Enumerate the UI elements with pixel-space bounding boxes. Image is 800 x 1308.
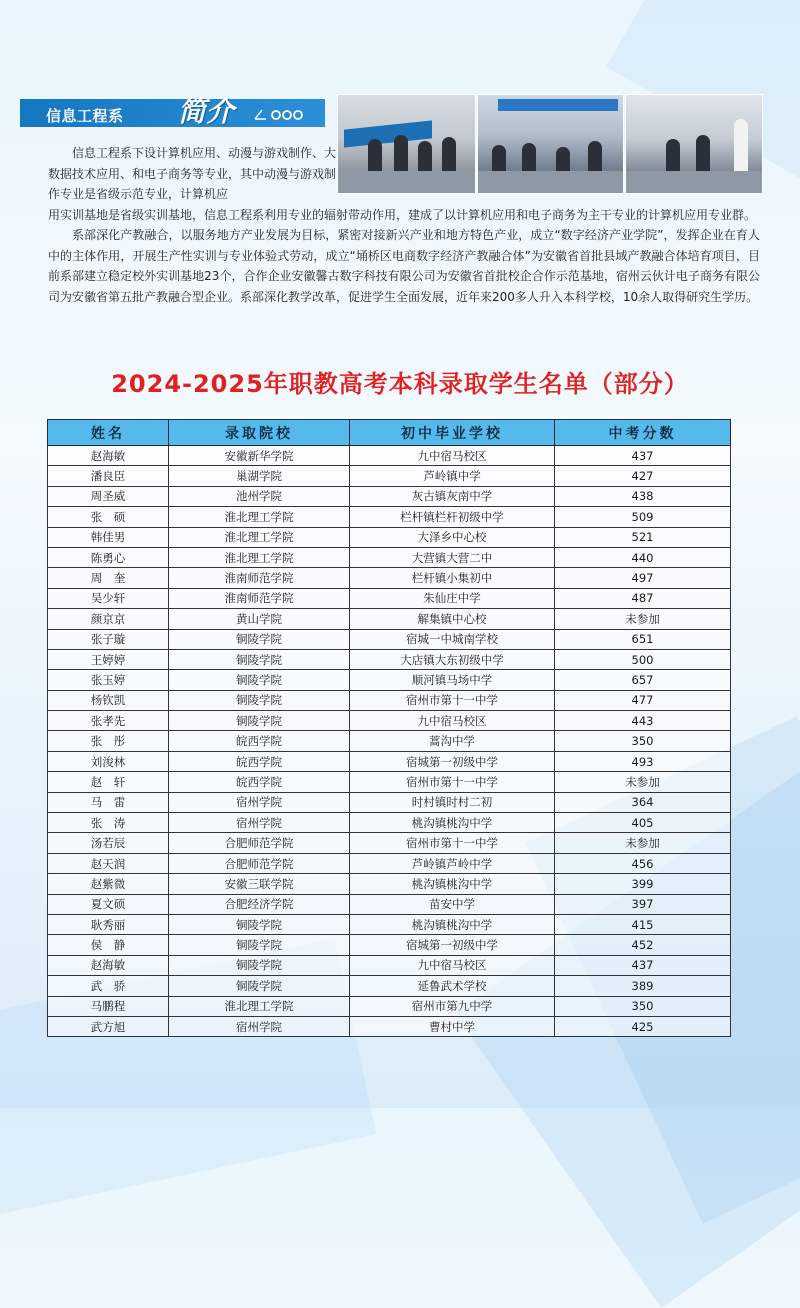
cell-university: 铜陵学院 bbox=[169, 914, 350, 934]
cell-exam-score: 389 bbox=[555, 976, 731, 996]
cell-university: 合肥经济学院 bbox=[169, 894, 350, 914]
table-row bbox=[48, 792, 731, 812]
cell-name: 赵海敏 bbox=[48, 446, 169, 466]
cell-university: 安徽三联学院 bbox=[169, 874, 350, 894]
cell-name: 马 雷 bbox=[48, 792, 169, 812]
table-row bbox=[48, 547, 731, 567]
cell-name: 王婷婷 bbox=[48, 649, 169, 669]
table-row bbox=[48, 466, 731, 486]
cell-exam-score: 399 bbox=[555, 874, 731, 894]
header-middle-school: 初中毕业学校 bbox=[350, 420, 555, 446]
cell-name: 周 奎 bbox=[48, 568, 169, 588]
cell-university: 合肥师范学院 bbox=[169, 833, 350, 853]
table-row bbox=[48, 588, 731, 608]
cell-exam-score: 397 bbox=[555, 894, 731, 914]
cell-middle-school: 解集镇中心校 bbox=[350, 609, 555, 629]
cell-exam-score: 437 bbox=[555, 955, 731, 975]
table-row bbox=[48, 649, 731, 669]
cell-university: 皖西学院 bbox=[169, 772, 350, 792]
cell-exam-score: 350 bbox=[555, 731, 731, 751]
cell-middle-school: 九中宿马校区 bbox=[350, 955, 555, 975]
cell-middle-school: 时村镇时村二初 bbox=[350, 792, 555, 812]
cell-exam-score: 440 bbox=[555, 547, 731, 567]
table-row bbox=[48, 446, 731, 466]
cell-exam-score: 425 bbox=[555, 1016, 731, 1036]
table-row bbox=[48, 527, 731, 547]
cell-name: 周圣威 bbox=[48, 486, 169, 506]
cell-name: 耿秀丽 bbox=[48, 914, 169, 934]
table-row bbox=[48, 609, 731, 629]
cell-middle-school: 桃沟镇桃沟中学 bbox=[350, 914, 555, 934]
table-row bbox=[48, 507, 731, 527]
table-row bbox=[48, 976, 731, 996]
cell-name: 赵海敏 bbox=[48, 955, 169, 975]
cell-university: 淮南师范学院 bbox=[169, 588, 350, 608]
cell-name: 韩佳男 bbox=[48, 527, 169, 547]
cell-name: 张子璇 bbox=[48, 629, 169, 649]
cell-exam-score: 405 bbox=[555, 813, 731, 833]
cell-university: 宿州学院 bbox=[169, 813, 350, 833]
cell-middle-school: 宿城第一初级中学 bbox=[350, 751, 555, 771]
cell-exam-score: 651 bbox=[555, 629, 731, 649]
cell-name: 汤若辰 bbox=[48, 833, 169, 853]
cell-exam-score: 657 bbox=[555, 670, 731, 690]
cell-exam-score: 未参加 bbox=[555, 833, 731, 853]
cell-middle-school: 宿城第一初级中学 bbox=[350, 935, 555, 955]
cell-university: 铜陵学院 bbox=[169, 629, 350, 649]
cell-name: 侯 静 bbox=[48, 935, 169, 955]
cell-name: 颜京京 bbox=[48, 609, 169, 629]
cell-name: 刘浚林 bbox=[48, 751, 169, 771]
cell-university: 黄山学院 bbox=[169, 609, 350, 629]
section-header bbox=[20, 96, 325, 130]
cell-name: 杨钦凯 bbox=[48, 690, 169, 710]
cell-university: 铜陵学院 bbox=[169, 670, 350, 690]
table-row bbox=[48, 955, 731, 975]
cell-name: 张 硕 bbox=[48, 507, 169, 527]
cell-middle-school: 宿州市第十一中学 bbox=[350, 772, 555, 792]
cell-exam-score: 500 bbox=[555, 649, 731, 669]
admission-table bbox=[47, 419, 731, 1037]
cell-name: 陈勇心 bbox=[48, 547, 169, 567]
cell-name: 赵天润 bbox=[48, 853, 169, 873]
cell-name: 吴少轩 bbox=[48, 588, 169, 608]
cell-middle-school: 芦岭镇中学 bbox=[350, 466, 555, 486]
cell-name: 夏文硕 bbox=[48, 894, 169, 914]
cell-middle-school: 宿州市第九中学 bbox=[350, 996, 555, 1016]
table-row bbox=[48, 874, 731, 894]
cell-middle-school: 宿州市第十一中学 bbox=[350, 690, 555, 710]
cell-name: 张孝先 bbox=[48, 711, 169, 731]
cell-middle-school: 曹村中学 bbox=[350, 1016, 555, 1036]
cell-university: 铜陵学院 bbox=[169, 711, 350, 731]
cell-exam-score: 427 bbox=[555, 466, 731, 486]
table-row bbox=[48, 568, 731, 588]
table-row bbox=[48, 853, 731, 873]
cell-middle-school: 灰古镇灰南中学 bbox=[350, 486, 555, 506]
table-row bbox=[48, 751, 731, 771]
cell-middle-school: 芦岭镇芦岭中学 bbox=[350, 853, 555, 873]
cell-university: 皖西学院 bbox=[169, 731, 350, 751]
cell-university: 铜陵学院 bbox=[169, 649, 350, 669]
cell-exam-score: 521 bbox=[555, 527, 731, 547]
table-row bbox=[48, 996, 731, 1016]
cell-exam-score: 456 bbox=[555, 853, 731, 873]
cell-university: 淮北理工学院 bbox=[169, 996, 350, 1016]
section-title: 信息工程系 bbox=[46, 107, 124, 125]
list-title: 2024-2025年职教高考本科录取学生名单（部分） bbox=[111, 370, 689, 398]
cell-exam-score: 497 bbox=[555, 568, 731, 588]
cell-middle-school: 宿州市第十一中学 bbox=[350, 833, 555, 853]
cell-exam-score: 493 bbox=[555, 751, 731, 771]
cell-university: 皖西学院 bbox=[169, 751, 350, 771]
intro-paragraph-1-continued: 用实训基地是省级实训基地，信息工程系利用专业的辐射带动作用，建成了以计算机应用和电子商务为主干专业的计算机应用专业群。 bbox=[48, 207, 757, 222]
header-exam-score: 中考分数 bbox=[555, 420, 731, 446]
cell-university: 宿州学院 bbox=[169, 792, 350, 812]
cell-university: 淮北理工学院 bbox=[169, 547, 350, 567]
table-row bbox=[48, 670, 731, 690]
decorative-circles-icon bbox=[254, 108, 308, 120]
table-body bbox=[48, 446, 731, 1037]
cell-university: 宿州学院 bbox=[169, 1016, 350, 1036]
cell-name: 张 涛 bbox=[48, 813, 169, 833]
cell-exam-score: 509 bbox=[555, 507, 731, 527]
section-subtitle: 简介 bbox=[178, 95, 235, 128]
cell-university: 淮南师范学院 bbox=[169, 568, 350, 588]
cell-middle-school: 宿城一中城南学校 bbox=[350, 629, 555, 649]
table-row bbox=[48, 711, 731, 731]
cell-middle-school: 桃沟镇桃沟中学 bbox=[350, 813, 555, 833]
cell-university: 铜陵学院 bbox=[169, 955, 350, 975]
table-row bbox=[48, 813, 731, 833]
cell-university: 淮北理工学院 bbox=[169, 507, 350, 527]
table-row bbox=[48, 935, 731, 955]
table-row bbox=[48, 1016, 731, 1036]
cell-university: 铜陵学院 bbox=[169, 690, 350, 710]
table-row bbox=[48, 772, 731, 792]
cell-middle-school: 大营镇大营二中 bbox=[350, 547, 555, 567]
cell-middle-school: 朱仙庄中学 bbox=[350, 588, 555, 608]
cell-university: 安徽新华学院 bbox=[169, 446, 350, 466]
table-header-row bbox=[48, 420, 731, 446]
cell-university: 淮北理工学院 bbox=[169, 527, 350, 547]
cell-middle-school: 蒿沟中学 bbox=[350, 731, 555, 751]
table-row bbox=[48, 690, 731, 710]
cell-name: 张 彤 bbox=[48, 731, 169, 751]
cell-middle-school: 大泽乡中心校 bbox=[350, 527, 555, 547]
cell-middle-school: 栏杆镇栏杆初级中学 bbox=[350, 507, 555, 527]
intro-paragraph-1: 信息工程系下设计算机应用、动漫与游戏制作、大数据技术应用、和电子商务等专业，其中动漫与游戏制作专业是省级示范专业，计算机应 bbox=[48, 146, 337, 201]
cell-university: 巢湖学院 bbox=[169, 466, 350, 486]
cell-exam-score: 350 bbox=[555, 996, 731, 1016]
cell-university: 池州学院 bbox=[169, 486, 350, 506]
table-row bbox=[48, 833, 731, 853]
cell-middle-school: 九中宿马校区 bbox=[350, 711, 555, 731]
cell-name: 武方旭 bbox=[48, 1016, 169, 1036]
cell-name: 张玉婷 bbox=[48, 670, 169, 690]
cell-middle-school: 栏杆镇小集初中 bbox=[350, 568, 555, 588]
cell-exam-score: 452 bbox=[555, 935, 731, 955]
intro-paragraph-2: 系部深化产教融合，以服务地方产业发展为目标，紧密对接新兴产业和地方特色产业，成立“数字经济产业学院”，发挥企业在育人中的主体作用，开展生产性实训与专业体验式劳动，成立“埇桥区电商数字经济产教融合体”为安徽省首批县域产教融合体培育项目，目前系部建立稳定校外实训基地23个，合作企业安徽馨古数字科技有限公司为安徽省首批校企合作示范基地，宿州云伙计电子商务有限公司为安徽省第五批产教融合型企业。系部深化教学改革，促进学生全面发展，近年来200多人升入本科学校，10余人取得研究生学历。 bbox=[48, 228, 760, 304]
cell-university: 铜陵学院 bbox=[169, 935, 350, 955]
cell-exam-score: 未参加 bbox=[555, 772, 731, 792]
cell-middle-school: 延鲁武术学校 bbox=[350, 976, 555, 996]
cell-name: 武 骄 bbox=[48, 976, 169, 996]
cell-exam-score: 未参加 bbox=[555, 609, 731, 629]
cell-name: 潘良臣 bbox=[48, 466, 169, 486]
cell-university: 铜陵学院 bbox=[169, 976, 350, 996]
cell-name: 赵 轩 bbox=[48, 772, 169, 792]
cell-middle-school: 苗安中学 bbox=[350, 894, 555, 914]
cell-name: 马鹏程 bbox=[48, 996, 169, 1016]
cell-middle-school: 九中宿马校区 bbox=[350, 446, 555, 466]
cell-middle-school: 顺河镇马场中学 bbox=[350, 670, 555, 690]
cell-exam-score: 443 bbox=[555, 711, 731, 731]
cell-name: 赵紫微 bbox=[48, 874, 169, 894]
cell-exam-score: 437 bbox=[555, 446, 731, 466]
table-row bbox=[48, 914, 731, 934]
cell-exam-score: 364 bbox=[555, 792, 731, 812]
header-name: 姓名 bbox=[48, 420, 169, 446]
cell-exam-score: 487 bbox=[555, 588, 731, 608]
table-row bbox=[48, 486, 731, 506]
table-row bbox=[48, 731, 731, 751]
table-row bbox=[48, 894, 731, 914]
header-university: 录取院校 bbox=[169, 420, 350, 446]
cell-exam-score: 477 bbox=[555, 690, 731, 710]
cell-middle-school: 大店镇大东初级中学 bbox=[350, 649, 555, 669]
intro-text bbox=[48, 143, 760, 307]
cell-exam-score: 438 bbox=[555, 486, 731, 506]
table-row bbox=[48, 629, 731, 649]
cell-university: 合肥师范学院 bbox=[169, 853, 350, 873]
cell-middle-school: 桃沟镇桃沟中学 bbox=[350, 874, 555, 894]
cell-exam-score: 415 bbox=[555, 914, 731, 934]
